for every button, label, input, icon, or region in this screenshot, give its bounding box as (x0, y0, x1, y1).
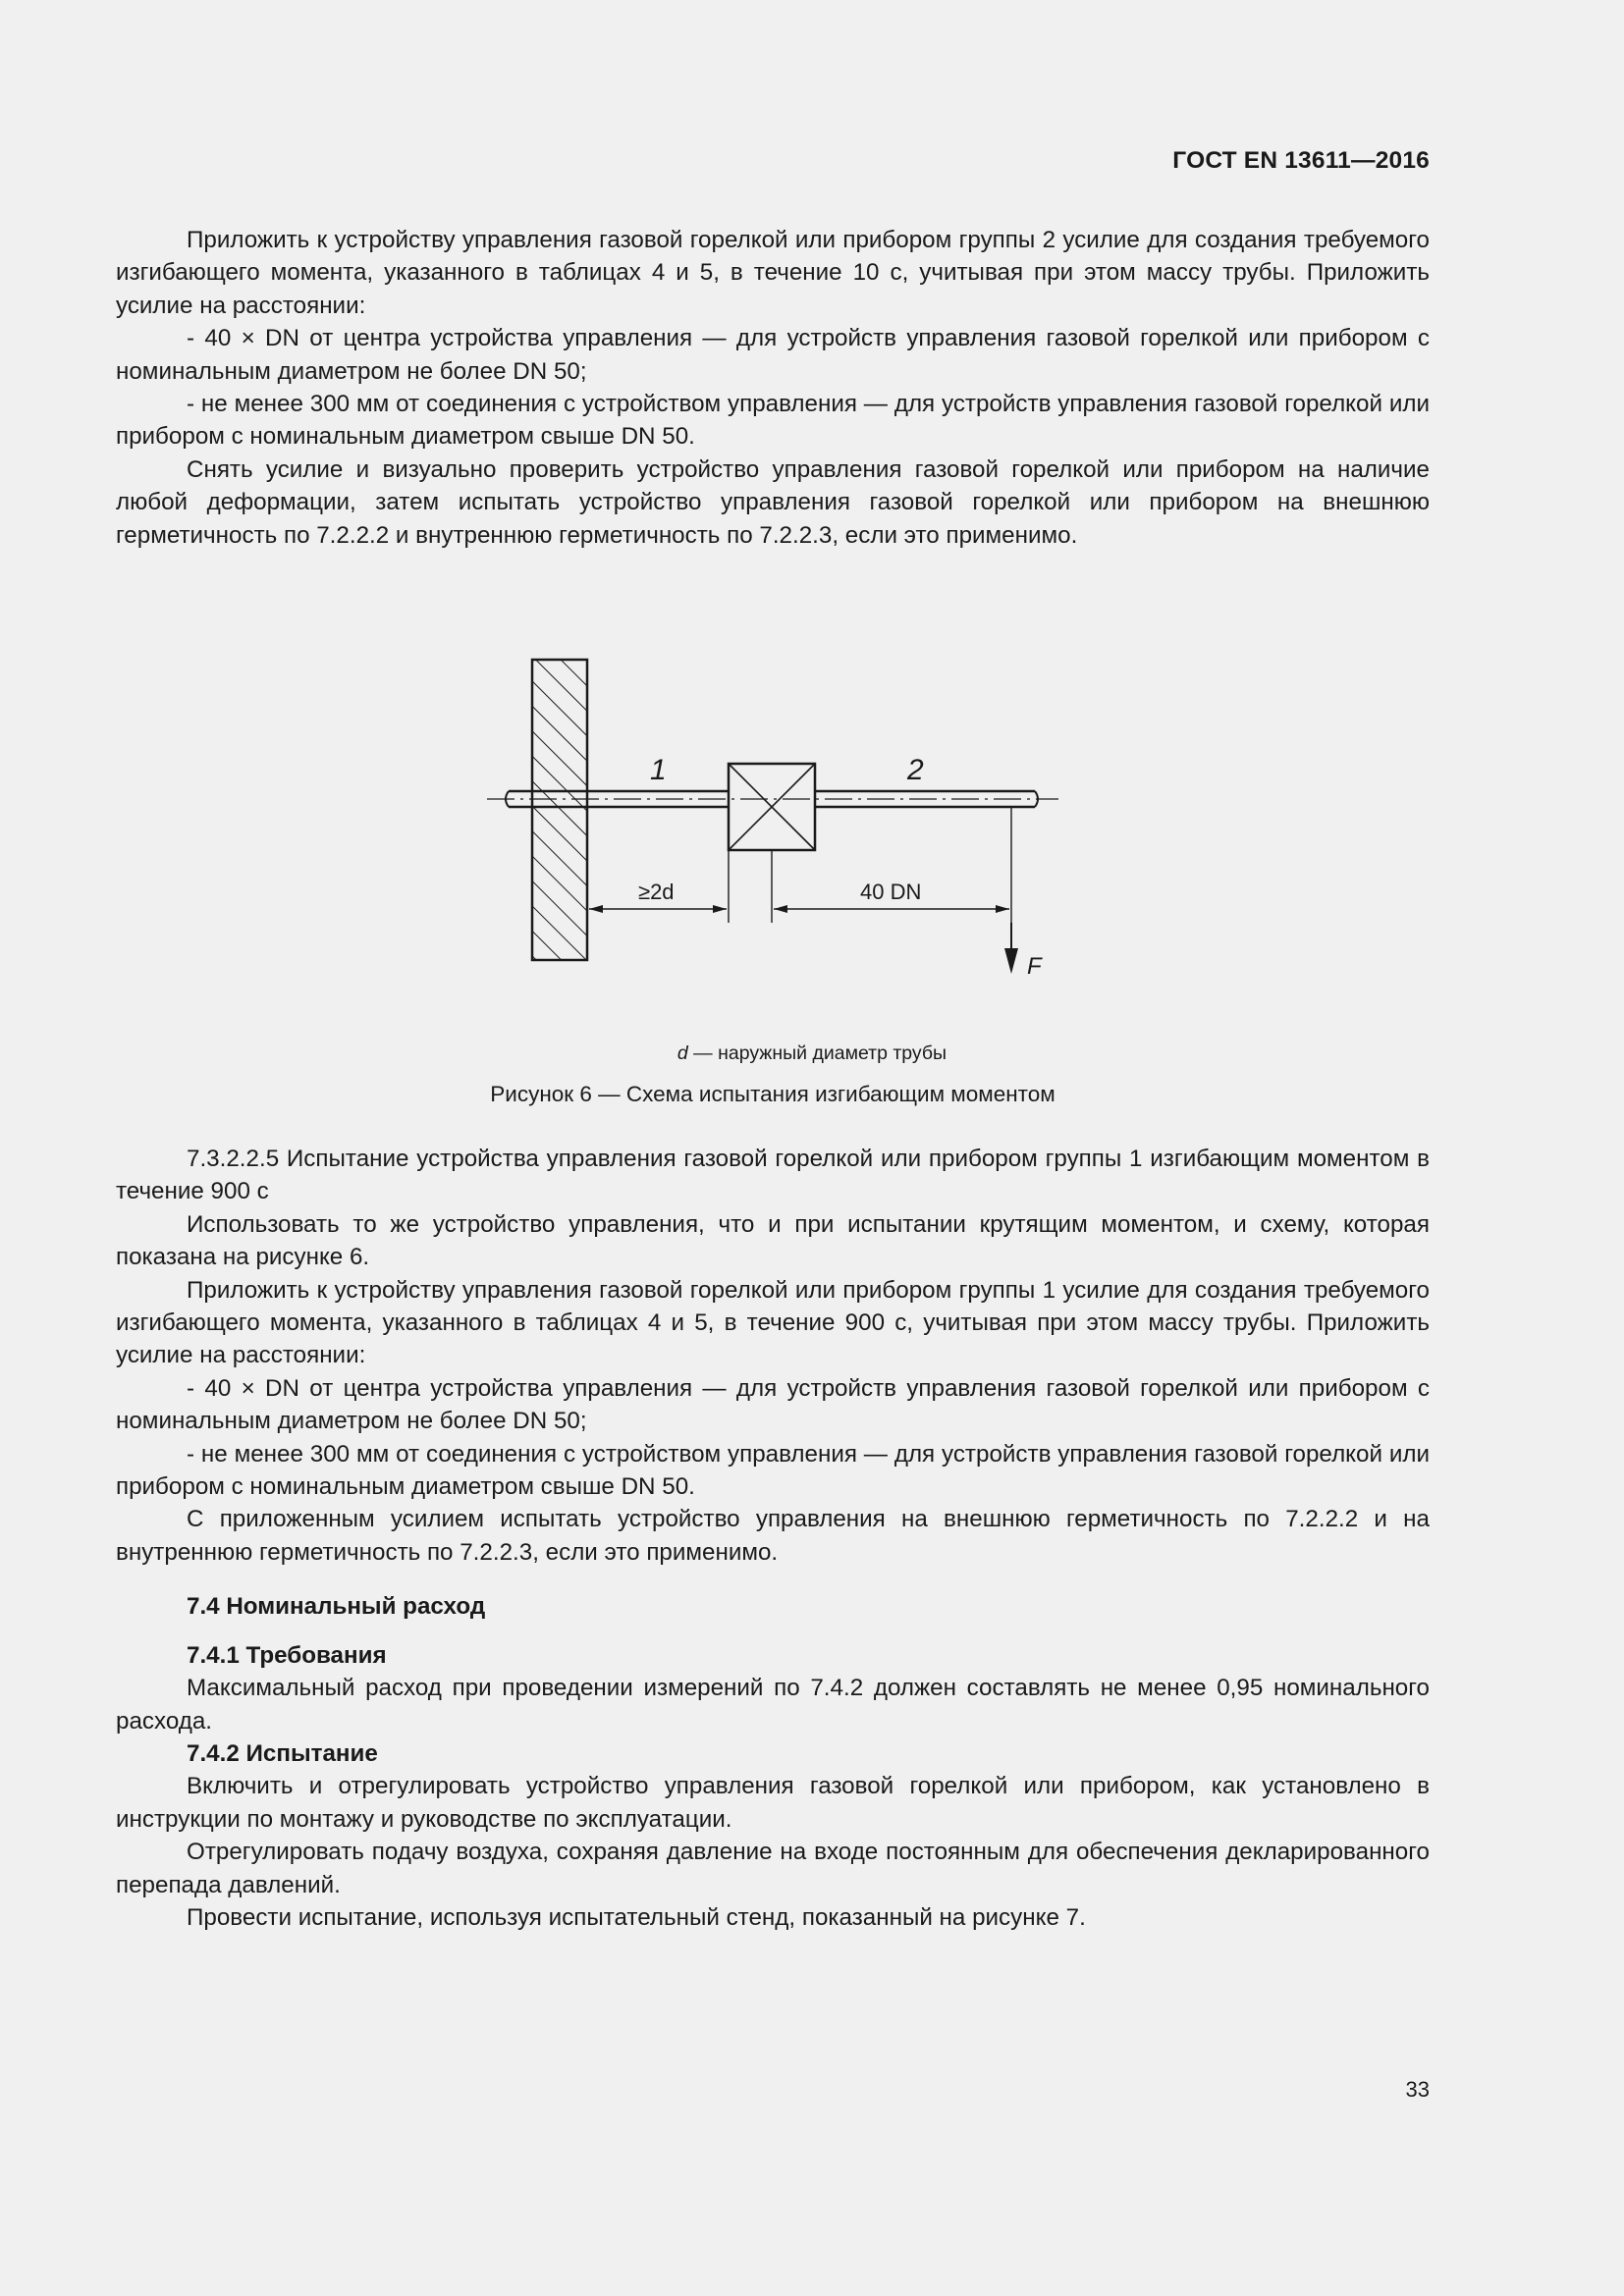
document-id-header: ГОСТ EN 13611—2016 (1172, 147, 1430, 174)
paragraph: С приложенным усилием испытать устройство управления на внешнюю герметичность по 7.2.2.2 и на внутреннюю герметичность по 7.2.2.3, если это применимо. (116, 1506, 1430, 1566)
dim-min-label: ≥2d (638, 880, 675, 904)
figure-note (0, 1042, 1624, 1065)
dimension-arrow (996, 905, 1009, 913)
note-symbol: d (677, 1042, 688, 1064)
section-heading: 7.4 Номинальный расход (187, 1593, 486, 1621)
figure-6-diagram (481, 656, 1070, 994)
dimension-arrow (589, 905, 603, 913)
paragraph: Приложить к устройству управления газовой горелкой или прибором группы 1 усилие для создания требуемого изгибающего момента, указанного в таблицах 4 и 5, в течение 900 с, учитывая при этом массу трубы. Приложить усилие на расстоянии: (116, 1276, 1430, 1369)
pipe-2-label: 2 (907, 754, 924, 786)
subsection-heading: 7.4.2 Испытание (187, 1739, 378, 1767)
paragraph: Максимальный расход при проведении измерений по 7.4.2 должен составлять не менее 0,95 номинального расхода. (116, 1675, 1430, 1735)
pipe-1-label: 1 (650, 754, 667, 786)
dimension-arrow (774, 905, 787, 913)
paragraph: Включить и отрегулировать устройство управления газовой горелкой или прибором, как установлено в инструкции по монтажу и руководстве по эксплуатации. (116, 1773, 1430, 1833)
dim-40dn-label: 40 DN (860, 880, 922, 904)
top-text-block (116, 224, 1430, 552)
bottom-text-block (116, 1143, 1430, 1934)
paragraph: Провести испытание, используя испытательный стенд, показанный на рисунке 7. (187, 1903, 1086, 1931)
paragraph: Приложить к устройству управления газовой горелкой или прибором группы 2 усилие для создания требуемого изгибающего момента, указанного в таблицах 4 и 5, в течение 10 с, учитывая при этом массу трубы. Приложить усилие на расстоянии: (116, 227, 1430, 319)
page-number: 33 (1405, 2077, 1430, 2102)
paragraph: - не менее 300 мм от соединения с устройством управления — для устройств управления газовой горелкой или прибором с номинальным диаметром свыше DN 50. (116, 391, 1430, 451)
paragraph: Использовать то же устройство управления, что и при испытании крутящим моментом, и схему, которая показана на рисунке 6. (116, 1210, 1430, 1271)
force-label: F (1027, 953, 1042, 980)
paragraph: - 40 × DN от центра устройства управления — для устройств управления газовой горелкой или прибором с номинальным диаметром не более DN 50; (116, 325, 1430, 385)
paragraph: - не менее 300 мм от соединения с устройством управления — для устройств управления газовой горелкой или прибором с номинальным диаметром свыше DN 50. (116, 1440, 1430, 1501)
paragraph: Отрегулировать подачу воздуха, сохраняя давление на входе постоянным для обеспечения декларированного перепада давлений. (116, 1839, 1430, 1898)
paragraph: 7.3.2.2.5 Испытание устройства управления газовой горелкой или прибором группы 1 изгибающим моментом в течение 900 с (116, 1146, 1430, 1205)
paragraph: Снять усилие и визуально проверить устройство управления газовой горелкой или прибором на наличие любой деформации, затем испытать устройство управления газовой горелкой или прибором на внешнюю герметичность по 7.2.2.2 и внутреннюю герметичность по 7.2.2.3, если это применимо. (116, 455, 1430, 549)
figure-caption: Рисунок 6 — Схема испытания изгибающим моментом (490, 1082, 1056, 1106)
bending-test-scheme (481, 656, 1070, 989)
paragraph: - 40 × DN от центра устройства управления — для устройств управления газовой горелкой или прибором с номинальным диаметром не более DN 50; (116, 1374, 1430, 1435)
dimension-arrow (713, 905, 727, 913)
subsection-heading: 7.4.1 Требования (187, 1641, 387, 1669)
wall-hatched (532, 660, 587, 960)
note-text: — наружный диаметр трубы (687, 1042, 947, 1064)
force-arrow-head (1004, 948, 1018, 974)
